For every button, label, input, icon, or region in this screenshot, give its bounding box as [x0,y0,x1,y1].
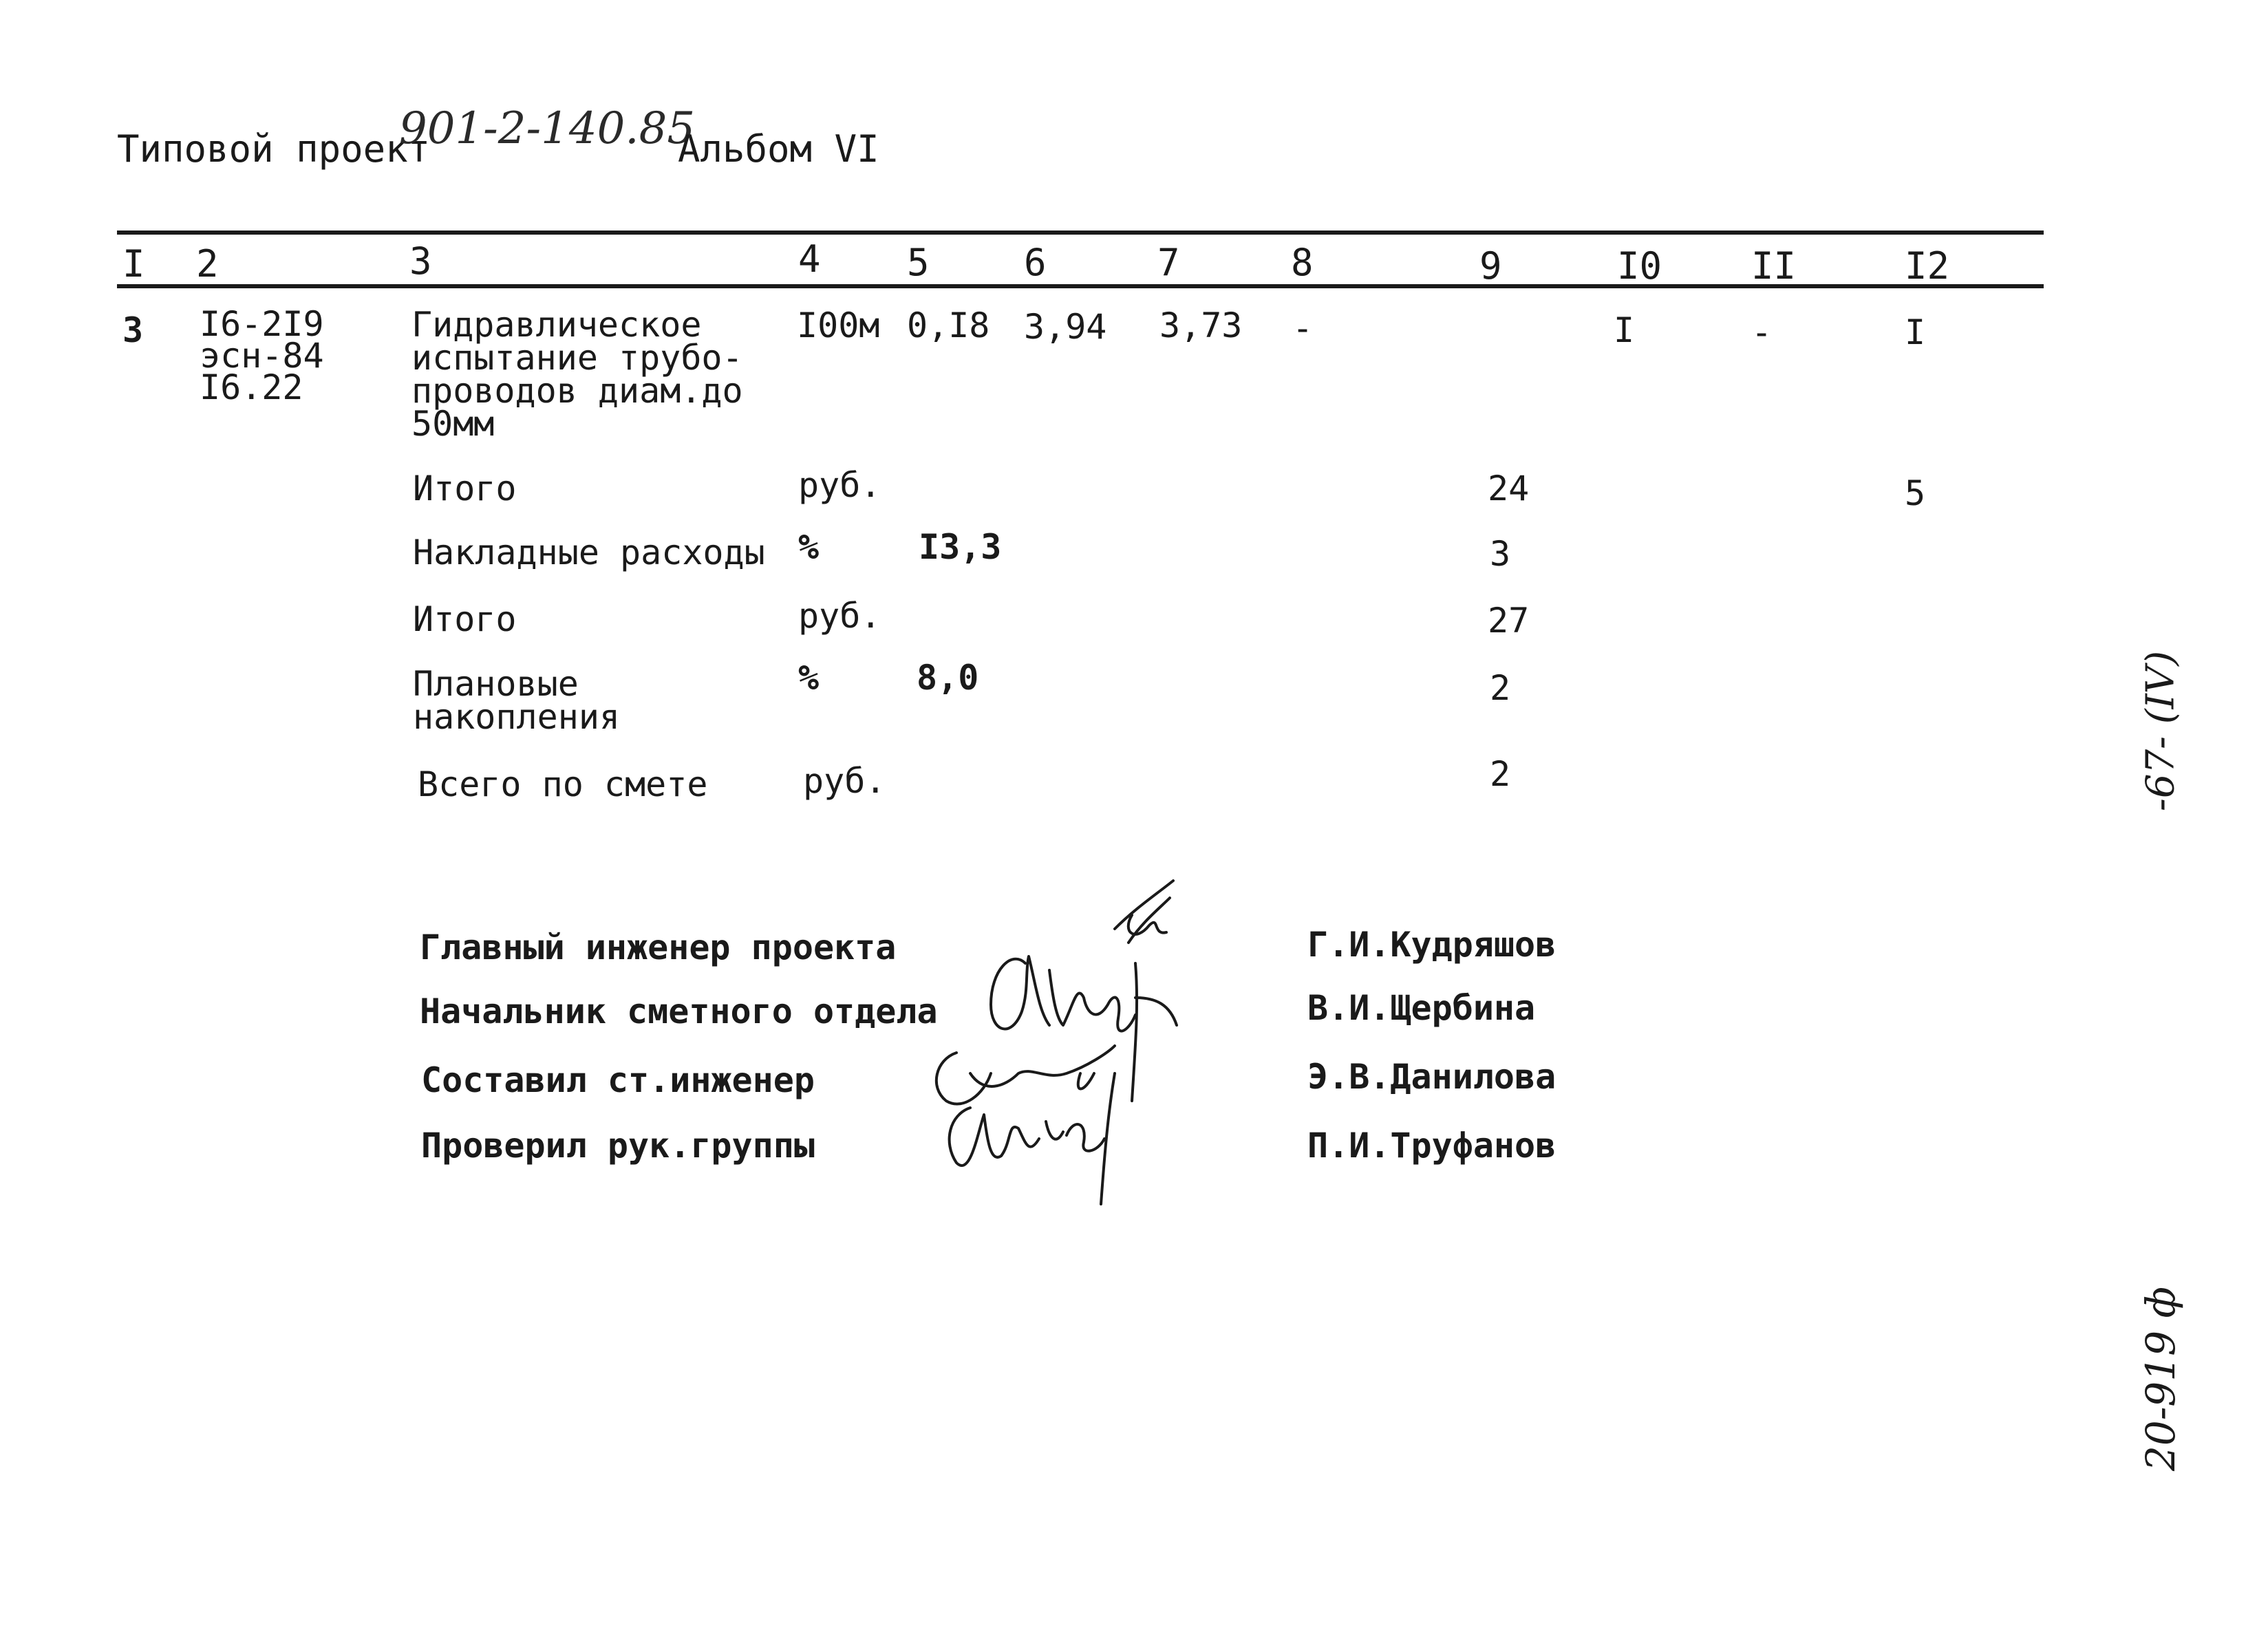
summary-unit: % [798,527,820,567]
row-number: 3 [122,310,144,350]
table-top-rule [117,230,2044,235]
summary-unit: руб. [798,465,881,505]
row-col7: 3,73 [1159,305,1243,345]
col-header-1: I [122,242,145,286]
summary-label: Плановые накопления [413,664,621,737]
col-header-8: 8 [1291,241,1314,284]
signature-title: Составил ст.инженер [421,1060,815,1100]
col-header-10: I0 [1617,244,1662,288]
signature-name: П.И.Труфанов [1307,1126,1556,1166]
summary-col12: 5 [1905,473,1926,513]
document-header [117,127,430,171]
col-header-2: 2 [196,242,219,286]
row-col5: 0,I8 [907,305,990,345]
summary-col9: 27 [1488,601,1530,641]
row-col10: I [1614,310,1635,350]
album-label: Альбом VI [678,127,879,171]
summary-unit: % [798,658,820,698]
summary-unit: руб. [803,761,886,801]
signature-title: Начальник сметного отдела [420,991,938,1031]
row-col11: - [1751,312,1773,352]
signature-title: Главный инженер проекта [420,927,897,967]
summary-col9: 2 [1490,754,1511,794]
summary-unit: руб. [798,596,881,636]
summary-col9: 24 [1488,469,1530,508]
summary-col5: 8,0 [917,658,979,698]
summary-label: Итого [413,599,517,639]
row-unit: I00м [797,305,880,345]
col-header-5: 5 [907,241,930,284]
summary-col5: I3,3 [919,527,1002,567]
summary-label: Накладные расходы [413,533,765,572]
summary-label: Всего по смете [418,764,708,804]
header-prefix: Типовой проект [117,127,431,171]
col-header-9: 9 [1479,244,1502,288]
summary-col9: 3 [1490,534,1511,574]
signature-name: Э.В.Данилова [1307,1057,1556,1097]
summary-col9: 2 [1490,668,1511,708]
col-header-4: 4 [798,237,821,281]
signature-title: Проверил рук.группы [421,1126,815,1166]
archive-number-mark: 20-919 ф [2137,1287,2184,1471]
row-col12: I [1905,312,1926,352]
col-header-6: 6 [1024,241,1047,284]
handwritten-signatures [908,867,1252,1225]
col-header-3: 3 [409,239,432,283]
signature-name: Г.И.Кудряшов [1307,925,1556,965]
summary-label: Итого [413,469,517,508]
col-header-7: 7 [1157,241,1180,284]
project-number: 901-2-140.85 [399,103,696,154]
row-description: Гидравлическое испытание трубо- проводов диам.до 50мм [411,305,743,444]
col-header-11: II [1751,244,1797,288]
page-number-mark: -67- (IV) [2138,650,2183,812]
row-col8: - [1292,308,1314,348]
row-code: I6-2I9 эсн-84 I6.22 [200,304,324,407]
row-col6: 3,94 [1024,307,1107,347]
col-header-12: I2 [1905,244,1950,288]
signature-name: В.И.Щербина [1307,988,1536,1028]
